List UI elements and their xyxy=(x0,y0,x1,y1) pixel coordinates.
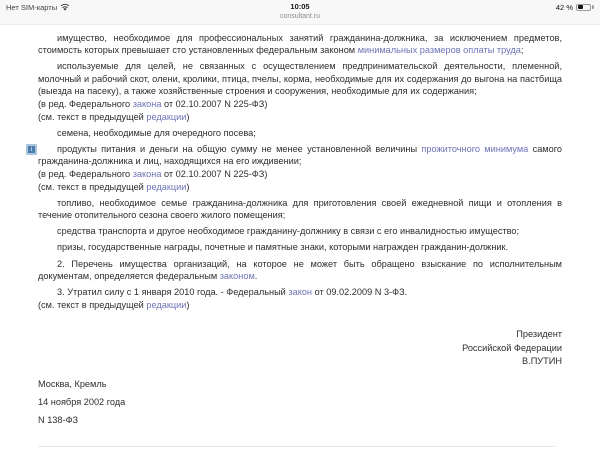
text-run: ) xyxy=(186,111,190,122)
text-run: самого гражданина-должника и лиц, находящихся на его иждивении; xyxy=(38,143,562,167)
clock: 10:05 xyxy=(290,2,310,11)
paragraph xyxy=(38,168,562,181)
text-run: от 02.10.2007 N 225-ФЗ) xyxy=(161,98,268,109)
paragraph xyxy=(38,286,562,299)
paragraph xyxy=(38,197,562,222)
battery-percent-label: 42 % xyxy=(555,2,573,12)
status-left xyxy=(6,2,70,12)
text-run: продукты питания и деньги на общую сумму не менее установленной величины xyxy=(57,143,422,154)
paragraph xyxy=(38,258,562,283)
status-right xyxy=(556,2,594,12)
signature-org: Российской Федерации xyxy=(462,342,562,353)
text-link[interactable]: редакции xyxy=(146,111,187,122)
text-run: топливо, необходимое семье гражданина-должника для приготовления своей ежедневной пищи и отопления в течение отопительного сезона своего жилого помещения; xyxy=(38,197,562,221)
paragraph xyxy=(38,127,562,140)
info-icon[interactable]: i xyxy=(26,144,37,155)
text-link[interactable]: минимальных размеров оплаты труда xyxy=(357,45,521,56)
text-run: ; xyxy=(520,45,524,56)
signature-name: В.ПУТИН xyxy=(522,356,562,367)
text-run: . xyxy=(254,271,258,282)
text-link[interactable]: закона xyxy=(132,168,162,179)
status-bar xyxy=(0,0,600,25)
battery-icon xyxy=(576,4,591,11)
text-run: семена, необходимые для очередного посева; xyxy=(57,127,256,138)
bottom-divider xyxy=(38,446,555,447)
paragraph xyxy=(38,225,562,238)
battery-nub xyxy=(592,5,594,9)
paragraph xyxy=(38,181,562,194)
text-run: имущество, необходимое для профессиональных занятий гражданина-должника, за исключением предметов, стоимость которых превышает сто установленных федеральным законом xyxy=(38,32,562,56)
text-run: (см. текст в предыдущей xyxy=(38,111,147,122)
paragraph xyxy=(38,111,562,124)
text-run: средства транспорта и другое необходимое гражданину-должнику в связи с его инвалидностью имущество; xyxy=(57,226,520,237)
signature-block xyxy=(38,328,562,369)
status-center xyxy=(0,2,600,20)
text-link[interactable]: редакции xyxy=(146,299,187,310)
paragraph xyxy=(30,143,562,168)
paragraph xyxy=(38,299,562,312)
footer-number: N 138-ФЗ xyxy=(38,415,79,426)
document-footer xyxy=(38,378,562,427)
wifi-icon xyxy=(60,3,70,11)
footer-date: 14 ноября 2002 года xyxy=(38,396,126,407)
text-run: 3. Утратил силу с 1 января 2010 года. - Федеральный xyxy=(57,287,289,298)
document-paragraphs xyxy=(30,32,562,312)
text-run: используемые для целей, не связанных с осуществлением предпринимательской деятельности, племенной, молочный и рабочий скот, олени, кролики, птица, пчелы, корма, необходимые для их содержания до выгона на пастбища (выезда на пасеку), а также хозяйственные строения и сооружения, необходимые для их содержания; xyxy=(38,61,562,97)
site-label: consultant.ru xyxy=(279,13,321,20)
text-run: ) xyxy=(186,181,190,192)
text-link[interactable]: прожиточного минимума xyxy=(421,143,529,154)
paragraph xyxy=(38,60,562,98)
paragraph xyxy=(38,32,562,57)
text-run: (см. текст в предыдущей xyxy=(38,299,147,310)
battery-fill xyxy=(578,5,583,9)
footer-place: Москва, Кремль xyxy=(38,378,107,389)
text-run: 2. Перечень имущества организаций, на которое не может быть обращено взыскание по исполнительным документам, определяется федеральным xyxy=(38,258,562,282)
signature-title: Президент xyxy=(516,329,562,340)
text-run: призы, государственные награды, почетные и памятные знаки, которыми награжден гражданин-должник. xyxy=(57,242,509,253)
text-link[interactable]: законом xyxy=(219,271,255,282)
text-run: (см. текст в предыдущей xyxy=(38,181,147,192)
paragraph xyxy=(38,241,562,254)
text-link[interactable]: редакции xyxy=(146,181,187,192)
text-run: (в ред. Федерального xyxy=(38,98,133,109)
text-link[interactable]: закон xyxy=(288,287,313,298)
text-link[interactable]: закона xyxy=(132,98,162,109)
text-run: ) xyxy=(186,299,190,310)
document-content xyxy=(0,25,600,427)
text-run: от 02.10.2007 N 225-ФЗ) xyxy=(161,168,268,179)
text-run: (в ред. Федерального xyxy=(38,168,133,179)
paragraph xyxy=(38,98,562,111)
carrier-label: Нет SIM-карты xyxy=(6,2,58,12)
text-run: от 09.02.2009 N 3-ФЗ. xyxy=(312,287,408,298)
